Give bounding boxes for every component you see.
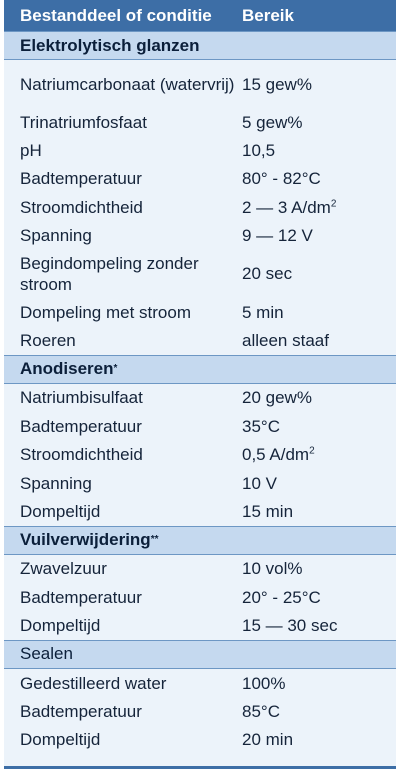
row-value-text: 10 V	[242, 473, 277, 493]
row-label: Begindompeling zonder stroom	[20, 253, 199, 294]
section-title: Elektrolytisch glanzen	[20, 35, 200, 55]
row-value-text: 5 gew%	[242, 112, 303, 132]
row-label: Gedestilleerd water	[20, 673, 167, 693]
row-value	[242, 501, 396, 522]
section-header	[4, 640, 396, 669]
row-value	[242, 74, 396, 95]
row-value	[242, 701, 396, 722]
row-value	[242, 729, 396, 750]
row-value-text: 85°C	[242, 701, 280, 721]
table-row	[4, 669, 396, 697]
unit-exponent: 2	[330, 198, 337, 210]
row-label: Spanning	[20, 473, 92, 493]
section-header: Anodiseren *	[4, 355, 396, 384]
row-value-text: 20° - 25°C	[242, 587, 321, 607]
table-row	[4, 298, 396, 326]
row-value-text: 80° - 82°C	[242, 169, 321, 189]
row-value	[242, 225, 396, 246]
row-label: Badtemperatuur	[20, 416, 142, 436]
row-value-text: 20 gew%	[242, 388, 312, 408]
row-value	[242, 302, 396, 323]
table-row	[4, 412, 396, 440]
row-value	[242, 168, 396, 189]
table-row	[4, 193, 396, 221]
row-value-text: 15 gew%	[242, 74, 312, 94]
table-row	[4, 611, 396, 639]
row-value	[242, 140, 396, 161]
row-value-text: alleen staaf	[242, 331, 329, 351]
row-value	[242, 197, 396, 218]
table-row	[4, 136, 396, 164]
row-value	[242, 330, 396, 351]
table-row	[4, 250, 396, 298]
row-value-text: 10,5	[242, 141, 276, 161]
section-header	[4, 31, 396, 60]
row-value-text: 15 min	[242, 501, 294, 521]
row-value-text: 20 sec	[242, 264, 293, 284]
row-label: Dompeltijd	[20, 501, 101, 521]
row-value	[242, 473, 396, 494]
row-label: Zwavelzuur	[20, 559, 107, 579]
row-label: Trinatriumfosfaat	[20, 112, 147, 132]
row-value	[242, 387, 396, 408]
row-value	[242, 112, 396, 133]
row-value-text: 35°C	[242, 416, 280, 436]
header-component: Bestanddeel of conditie	[20, 5, 212, 25]
row-value	[242, 558, 396, 579]
row-label: Natriumcarbonaat (watervrij)	[20, 74, 235, 94]
row-value-text: 100%	[242, 673, 286, 693]
row-value-text: 15 — 30 sec	[242, 616, 338, 636]
row-value-text: 20 min	[242, 730, 294, 750]
row-value-text: 0,5 A/dm	[242, 445, 310, 465]
row-label: Stroomdichtheid	[20, 445, 143, 465]
row-label: Dompeltijd	[20, 616, 101, 636]
row-value	[242, 416, 396, 437]
table-row	[4, 555, 396, 583]
row-label: Roeren	[20, 331, 76, 351]
row-label: Dompeling met stroom	[20, 302, 192, 322]
row-label: Spanning	[20, 226, 92, 246]
table-row	[4, 60, 396, 108]
row-label: Badtemperatuur	[20, 701, 142, 721]
header-range: Bereik	[242, 5, 294, 25]
table-row	[4, 583, 396, 611]
table-row	[4, 697, 396, 725]
table-row	[4, 384, 396, 412]
row-label: Dompeltijd	[20, 730, 101, 750]
table-row	[4, 108, 396, 136]
row-value-text: 5 min	[242, 302, 284, 322]
row-label: pH	[20, 141, 42, 161]
row-value	[242, 444, 396, 465]
row-value	[242, 587, 396, 608]
table-row	[4, 469, 396, 497]
row-value	[242, 263, 396, 284]
row-label: Stroomdichtheid	[20, 197, 143, 217]
row-value-text: 2 — 3 A/dm	[242, 197, 331, 217]
table-header	[4, 0, 396, 31]
section-title: Anodiseren	[20, 359, 114, 379]
section-header: Vuilverwijdering **	[4, 526, 396, 555]
table-row	[4, 326, 396, 354]
row-value	[242, 673, 396, 694]
table-row	[4, 222, 396, 250]
row-value-text: 10 vol%	[242, 559, 303, 579]
parameters-table	[4, 0, 396, 769]
table-row	[4, 165, 396, 193]
table-row	[4, 726, 396, 754]
row-label: Badtemperatuur	[20, 587, 142, 607]
row-label: Badtemperatuur	[20, 169, 142, 189]
row-value	[242, 615, 396, 636]
section-title: Sealen	[20, 644, 73, 664]
table-row	[4, 497, 396, 525]
section-title: Vuilverwijdering	[20, 530, 151, 550]
table-body	[4, 31, 396, 754]
table-row	[4, 441, 396, 469]
row-label: Natriumbisulfaat	[20, 388, 143, 408]
row-value-text: 9 — 12 V	[242, 226, 313, 246]
unit-exponent: 2	[309, 445, 315, 457]
